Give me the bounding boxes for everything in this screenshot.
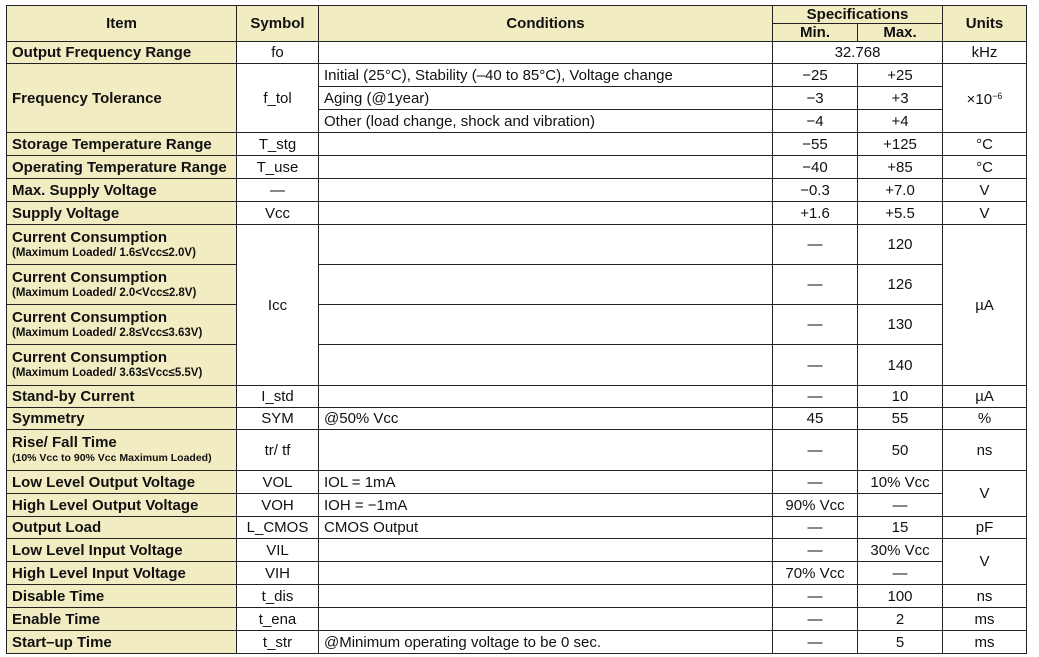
row-min: −0.3 [773,179,858,202]
row-min: −3 [773,87,858,110]
table-row [7,408,1027,430]
row-max: +4 [858,110,943,133]
row-conditions [319,42,773,64]
item-subtitle: (Maximum Loaded/ 1.6≤Vcc≤2.0V) [12,246,196,259]
row-unit: ms [943,631,1027,654]
row-symbol: fo [237,42,319,64]
row-item [7,225,237,265]
table-row [7,64,1027,87]
row-symbol: VIL [237,539,319,562]
row-item: High Level Output Voltage [7,494,237,517]
row-item: Storage Temperature Range [7,133,237,156]
row-symbol: T_stg [237,133,319,156]
row-conditions [319,265,773,305]
unit-base: ×10 [966,91,993,108]
row-min: −40 [773,156,858,179]
row-max: 130 [858,305,943,345]
item-subtitle: (Maximum Loaded/ 3.63≤Vcc≤5.5V) [12,367,203,379]
row-conditions [319,608,773,631]
row-conditions [319,202,773,225]
row-min: — [773,585,858,608]
table-row [7,430,1027,471]
row-max: +7.0 [858,179,943,202]
row-item: Enable Time [7,608,237,631]
row-item [7,265,237,305]
row-unit: µA [943,386,1027,408]
row-max: 126 [858,265,943,305]
row-min: — [773,430,858,471]
row-conditions: @Minimum operating voltage to be 0 sec. [319,631,773,654]
row-unit: µA [943,225,1027,386]
row-conditions: Initial (25°C), Stability (–40 to 85°C), Voltage change [319,64,773,87]
row-symbol: T_use [237,156,319,179]
header-item: Item [7,6,237,42]
row-max: 140 [858,345,943,386]
row-unit: °C [943,156,1027,179]
row-item: Output Frequency Range [7,42,237,64]
row-item: Supply Voltage [7,202,237,225]
specifications-table [6,5,1027,654]
header-symbol: Symbol [237,6,319,42]
row-max: 30% Vcc [858,539,943,562]
row-symbol: tr/ tf [237,430,319,471]
row-conditions: @50% Vcc [319,408,773,430]
row-unit: % [943,408,1027,430]
row-min: −25 [773,64,858,87]
row-symbol: t_str [237,631,319,654]
row-conditions [319,585,773,608]
table-row [7,179,1027,202]
row-item: Symmetry [7,408,237,430]
table-row [7,156,1027,179]
table-row [7,517,1027,539]
row-item: High Level Input Voltage [7,562,237,585]
table-row [7,345,1027,386]
row-symbol: L_CMOS [237,517,319,539]
row-unit: ns [943,430,1027,471]
row-conditions [319,156,773,179]
row-symbol: VOH [237,494,319,517]
row-conditions [319,562,773,585]
row-max: 10 [858,386,943,408]
row-min: +1.6 [773,202,858,225]
row-conditions [319,305,773,345]
row-min: — [773,345,858,386]
table-row [7,42,1027,64]
row-min: — [773,539,858,562]
table-row [7,265,1027,305]
table-row [7,386,1027,408]
row-symbol: — [237,179,319,202]
row-unit: V [943,202,1027,225]
table-row [7,305,1027,345]
row-item [7,430,237,471]
row-unit: pF [943,517,1027,539]
row-unit: V [943,179,1027,202]
row-min: — [773,608,858,631]
row-max: +125 [858,133,943,156]
row-item: Start–up Time [7,631,237,654]
header-units: Units [943,6,1027,42]
table-row [7,225,1027,265]
row-conditions: Aging (@1year) [319,87,773,110]
row-unit: V [943,471,1027,517]
table-row [7,133,1027,156]
row-item: Stand-by Current [7,386,237,408]
table-row [7,471,1027,494]
row-symbol: Icc [237,225,319,386]
row-min: — [773,386,858,408]
item-title: Current Consumption [12,228,167,246]
row-symbol: f_tol [237,64,319,133]
row-conditions [319,179,773,202]
row-symbol: VOL [237,471,319,494]
item-title: Current Consumption [12,308,167,326]
row-symbol: SYM [237,408,319,430]
item-subtitle: (Maximum Loaded/ 2.8≤Vcc≤3.63V) [12,326,203,339]
table-row [7,631,1027,654]
row-max: 50 [858,430,943,471]
row-min: — [773,471,858,494]
row-item: Output Load [7,517,237,539]
item-title: Rise/ Fall Time [12,434,117,451]
row-item: Low Level Output Voltage [7,471,237,494]
row-item [7,305,237,345]
row-unit: ns [943,585,1027,608]
row-typical: 32.768 [773,42,943,64]
row-max: — [858,494,943,517]
item-subtitle: (Maximum Loaded/ 2.0<Vcc≤2.8V) [12,286,197,299]
row-max: — [858,562,943,585]
row-symbol: t_ena [237,608,319,631]
row-min: −4 [773,110,858,133]
header-max: Max. [858,24,943,42]
row-conditions: Other (load change, shock and vibration) [319,110,773,133]
row-max: +85 [858,156,943,179]
item-subtitle: (10% Vcc to 90% Vcc Maximum Loaded) [12,452,212,464]
row-max: 120 [858,225,943,265]
table-row [7,562,1027,585]
row-symbol: t_dis [237,585,319,608]
row-symbol: Vcc [237,202,319,225]
table-row [7,202,1027,225]
table-row [7,585,1027,608]
row-symbol: I_std [237,386,319,408]
row-conditions: IOL = 1mA [319,471,773,494]
row-conditions [319,345,773,386]
row-min: — [773,631,858,654]
header-min: Min. [773,24,858,42]
header-specifications: Specifications [773,6,943,24]
row-item: Operating Temperature Range [7,156,237,179]
row-min: 45 [773,408,858,430]
row-min: — [773,517,858,539]
row-min: 70% Vcc [773,562,858,585]
row-conditions [319,539,773,562]
header-conditions: Conditions [319,6,773,42]
row-min: — [773,265,858,305]
row-max: 10% Vcc [858,471,943,494]
row-min: — [773,225,858,265]
row-item: Disable Time [7,585,237,608]
item-title: Current Consumption [12,349,167,366]
row-unit: V [943,539,1027,585]
item-title: Current Consumption [12,268,167,286]
row-item: Frequency Tolerance [7,64,237,133]
row-max: 2 [858,608,943,631]
row-conditions [319,133,773,156]
row-unit: kHz [943,42,1027,64]
row-item [7,345,237,386]
row-max: +5.5 [858,202,943,225]
row-conditions [319,386,773,408]
table-header [7,6,1027,42]
row-symbol: VIH [237,562,319,585]
table-row [7,494,1027,517]
row-max: 100 [858,585,943,608]
row-max: +25 [858,64,943,87]
row-unit: ms [943,608,1027,631]
row-unit [943,64,1027,133]
row-item: Low Level Input Voltage [7,539,237,562]
row-max: 55 [858,408,943,430]
row-unit: °C [943,133,1027,156]
table-row [7,539,1027,562]
row-conditions: CMOS Output [319,517,773,539]
row-max: +3 [858,87,943,110]
row-conditions: IOH = −1mA [319,494,773,517]
unit-exponent: −6 [992,91,1003,101]
table-row [7,608,1027,631]
row-max: 5 [858,631,943,654]
row-conditions [319,430,773,471]
row-item: Max. Supply Voltage [7,179,237,202]
row-max: 15 [858,517,943,539]
row-min: — [773,305,858,345]
row-min: −55 [773,133,858,156]
row-conditions [319,225,773,265]
row-min: 90% Vcc [773,494,858,517]
